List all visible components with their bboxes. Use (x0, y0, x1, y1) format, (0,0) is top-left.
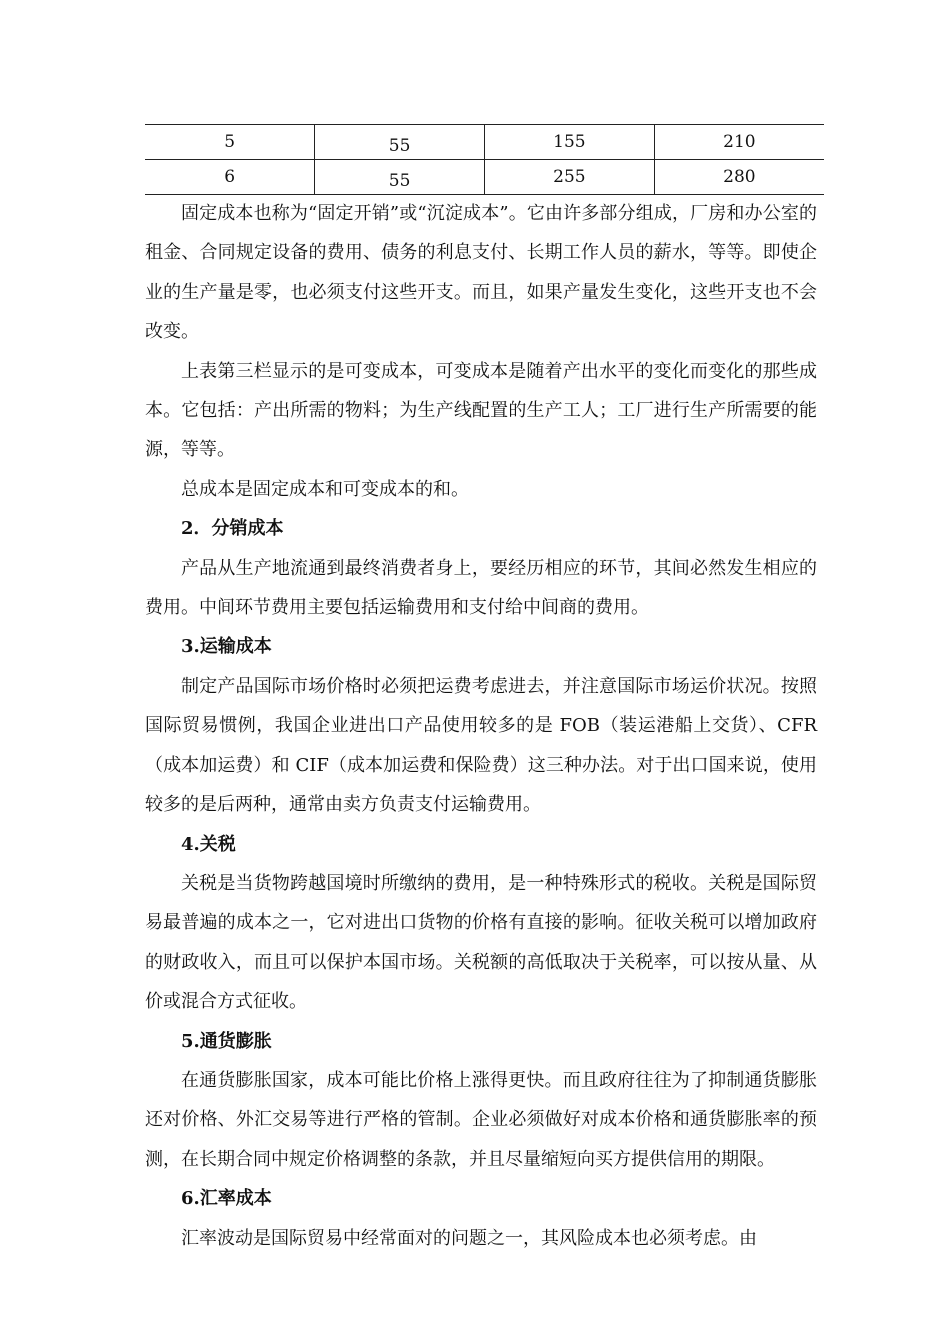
table-cell: 255 (485, 160, 655, 195)
paragraph-inflation: 在通货膨胀国家，成本可能比价格上涨得更快。而且政府往往为了抑制通货膨胀还对价格、外汇交易等进行严格的管制。企业必须做好对成本价格和通货膨胀率的预测，在长期合同中规定价格调整的条款，并且尽量缩短向买方提供信用的期限。 (145, 1069, 817, 1170)
table-row (145, 160, 824, 195)
table-cell: 6 (145, 160, 315, 195)
paragraph-distribution-cost: 产品从生产地流通到最终消费者身上，要经历相应的环节，其间必然发生相应的费用。中间环节费用主要包括运输费用和支付给中间商的费用。 (145, 557, 817, 619)
heading-tariff: 4.关税 (181, 833, 236, 855)
paragraph-total-cost: 总成本是固定成本和可变成本的和。 (181, 478, 469, 500)
heading-distribution-cost: 2．分销成本 (181, 518, 284, 540)
table-row (145, 125, 824, 160)
table-cell: 280 (654, 160, 824, 195)
heading-transport-cost: 3.运输成本 (181, 636, 272, 658)
paragraph-transport-cost: 制定产品国际市场价格时必须把运费考虑进去，并注意国际市场运价状况。按照国际贸易惯例，我国企业进出口产品使用较多的是 FOB（装运港船上交货）、CFR（成本加运费）和 CIF（成本加运费和保险费）这三种办法。对于出口国来说，使用较多的是后两种，通常由卖方负责支付运输费用。 (145, 675, 817, 816)
table-cell: 5 (145, 125, 315, 160)
heading-exchange-rate-cost: 6.汇率成本 (181, 1188, 272, 1210)
cost-table (145, 124, 824, 195)
paragraph-fixed-cost: 固定成本也称为“固定开销”或“沉淀成本”。它由许多部分组成，厂房和办公室的租金、合同规定设备的费用、债务的利息支付、长期工作人员的薪水，等等。即使企业的生产量是零，也必须支付这些开支。而且，如果产量发生变化，这些开支也不会改变。 (145, 203, 817, 343)
heading-inflation: 5.通货膨胀 (181, 1030, 272, 1052)
table-cell: 155 (485, 125, 655, 160)
table-cell: 55 (315, 125, 485, 160)
paragraph-tariff: 关税是当货物跨越国境时所缴纳的费用，是一种特殊形式的税收。关税是国际贸易最普遍的成本之一，它对进出口货物的价格有直接的影响。征收关税可以增加政府的财政收入，而且可以保护本国市场。关税额的高低取决于关税率，可以按从量、从价或混合方式征收。 (145, 872, 817, 1013)
table-cell: 55 (315, 160, 485, 195)
paragraph-exchange-rate-cost: 汇率波动是国际贸易中经常面对的问题之一，其风险成本也必须考虑。由 (181, 1227, 757, 1249)
body-text (145, 194, 817, 1258)
paragraph-variable-cost: 上表第三栏显示的是可变成本，可变成本是随着产出水平的变化而变化的那些成本。它包括：产出所需的物料；为生产线配置的生产工人；工厂进行生产所需要的能源，等等。 (145, 360, 817, 461)
table-cell: 210 (654, 125, 824, 160)
